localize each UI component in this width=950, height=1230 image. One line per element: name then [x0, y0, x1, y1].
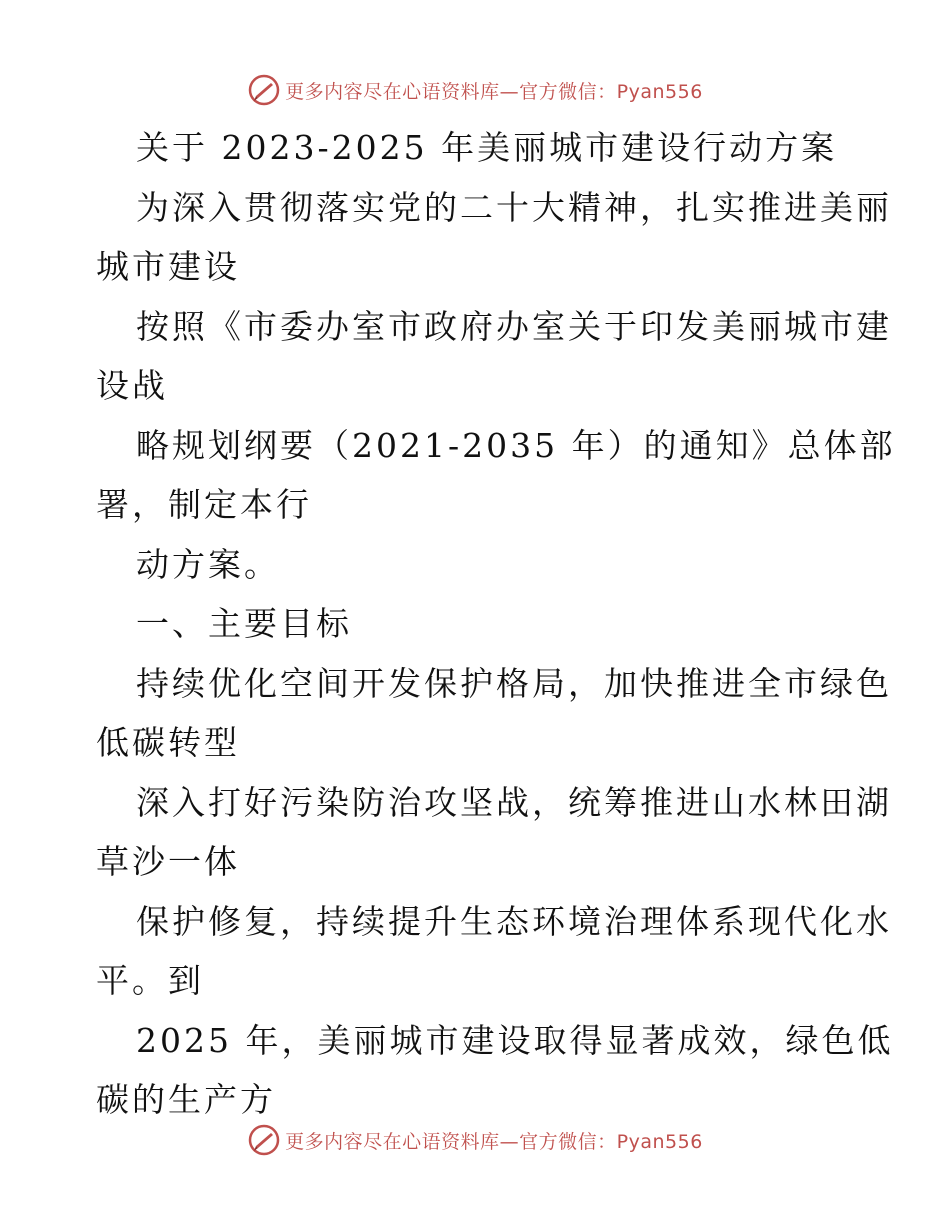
- document-line: 城市建设: [96, 247, 240, 286]
- document-line: 低碳转型: [96, 723, 240, 762]
- logo-pen-icon: [247, 1123, 281, 1157]
- document-line: 关于 2023-2025 年美丽城市建设行动方案: [136, 128, 838, 167]
- document-line: 保护修复，持续提升生态环境治理体系现代化水: [136, 901, 892, 941]
- document-line: 按照《市委办室市政府办室关于印发美丽城市建: [136, 306, 892, 346]
- document-line: 署，制定本行: [96, 485, 312, 524]
- header-watermark-banner: [0, 70, 950, 110]
- document-line: 草沙一体: [96, 842, 240, 881]
- document-body: [96, 118, 896, 1130]
- document-line: 平。到: [96, 961, 204, 1000]
- document-line: 略规划纲要（2021-2035 年）的通知》总体部: [136, 425, 896, 465]
- document-line: 为深入贯彻落实党的二十大精神，扎实推进美丽: [136, 187, 892, 227]
- document-line: 深入打好污染防治攻坚战，统筹推进山水林田湖: [136, 782, 892, 822]
- logo-pen-icon: [247, 73, 281, 107]
- document-line: 2025 年，美丽城市建设取得显著成效，绿色低: [136, 1020, 894, 1060]
- document-line: 一、主要目标: [136, 604, 352, 643]
- document-line: 设战: [96, 366, 168, 405]
- watermark-text: 更多内容尽在心语资料库—官方微信：Pyan556: [285, 80, 703, 103]
- document-line: 持续优化空间开发保护格局，加快推进全市绿色: [136, 663, 892, 703]
- footer-watermark-banner: [0, 1120, 950, 1160]
- document-line: 动方案。: [136, 544, 280, 584]
- document-line: 碳的生产方: [96, 1080, 276, 1119]
- watermark-text: 更多内容尽在心语资料库—官方微信：Pyan556: [285, 1130, 703, 1153]
